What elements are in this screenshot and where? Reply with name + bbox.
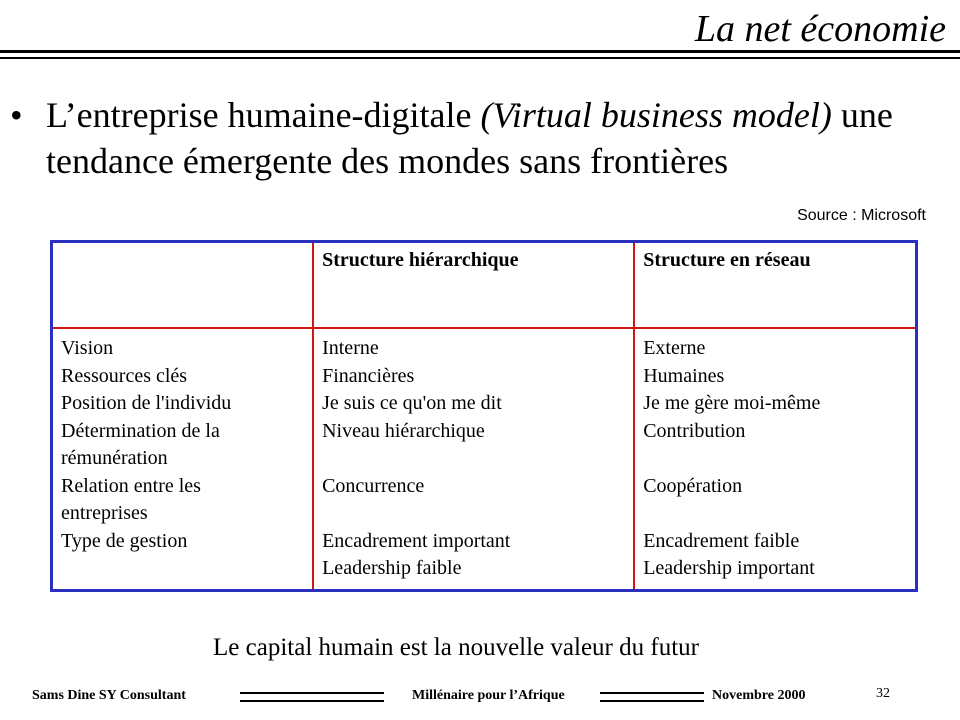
footer-divider — [240, 692, 384, 702]
comparison-table — [50, 240, 918, 592]
network-item: Leadership important — [643, 557, 815, 579]
hierarchical-item — [322, 445, 625, 473]
network-item: Coopération — [643, 474, 743, 497]
criteria-item — [61, 555, 304, 583]
hierarchical-item: Je suis ce qu'on me dit — [322, 392, 502, 414]
criteria-item: Position de l'individu — [61, 392, 232, 414]
criteria-item: rémunération — [61, 447, 168, 469]
hierarchical-column — [313, 328, 634, 590]
tagline: Le capital humain est la nouvelle valeur du futur — [213, 634, 699, 661]
table-header-hierarchical: Structure hiérarchique — [313, 242, 634, 329]
criteria-column — [52, 328, 314, 590]
footer — [0, 688, 960, 708]
table-header-empty — [52, 242, 314, 329]
network-item: Encadrement faible — [643, 529, 800, 552]
network-item: Humaines — [643, 364, 725, 387]
title-rule — [0, 50, 960, 53]
criteria-item: Détermination de la — [61, 419, 220, 442]
hierarchical-item: Financières — [322, 364, 415, 387]
table-body-row — [52, 328, 917, 590]
criteria-item: Relation entre les — [61, 474, 201, 497]
network-item — [643, 500, 907, 528]
bullet-text — [46, 92, 906, 184]
criteria-item: Ressources clés — [61, 364, 188, 387]
table-header-row — [52, 242, 917, 329]
criteria-item: Vision — [61, 337, 114, 359]
network-item — [643, 445, 907, 473]
footer-author: Sams Dine SY Consultant — [32, 688, 186, 703]
slide-title: La net économie — [694, 8, 946, 50]
hierarchical-item — [322, 500, 625, 528]
hierarchical-item: Concurrence — [322, 474, 425, 497]
network-item: Externe — [643, 337, 706, 359]
network-item: Contribution — [643, 419, 746, 442]
hierarchical-item: Encadrement important — [322, 529, 511, 552]
hierarchical-item: Interne — [322, 337, 379, 359]
network-column — [634, 328, 916, 590]
criteria-item: Type de gestion — [61, 529, 188, 552]
page-number: 32 — [876, 686, 890, 701]
title-rule-secondary — [0, 57, 960, 59]
bullet-text-italic: (Virtual business model) — [480, 95, 832, 135]
criteria-item: entreprises — [61, 502, 148, 524]
footer-event: Millénaire pour l’Afrique — [412, 688, 565, 703]
bullet-dot: • — [10, 95, 23, 135]
footer-date: Novembre 2000 — [712, 688, 806, 703]
footer-divider — [600, 692, 704, 702]
hierarchical-item: Niveau hiérarchique — [322, 419, 485, 442]
network-item: Je me gère moi-même — [643, 392, 821, 414]
hierarchical-item: Leadership faible — [322, 557, 462, 579]
bullet-text-part2: une tendance émergente des mondes sans frontières — [46, 95, 893, 181]
source-note: Source : Microsoft — [797, 207, 926, 224]
table-header-network: Structure en réseau — [634, 242, 916, 329]
bullet-text-part1: L’entreprise humaine-digitale — [46, 95, 481, 135]
